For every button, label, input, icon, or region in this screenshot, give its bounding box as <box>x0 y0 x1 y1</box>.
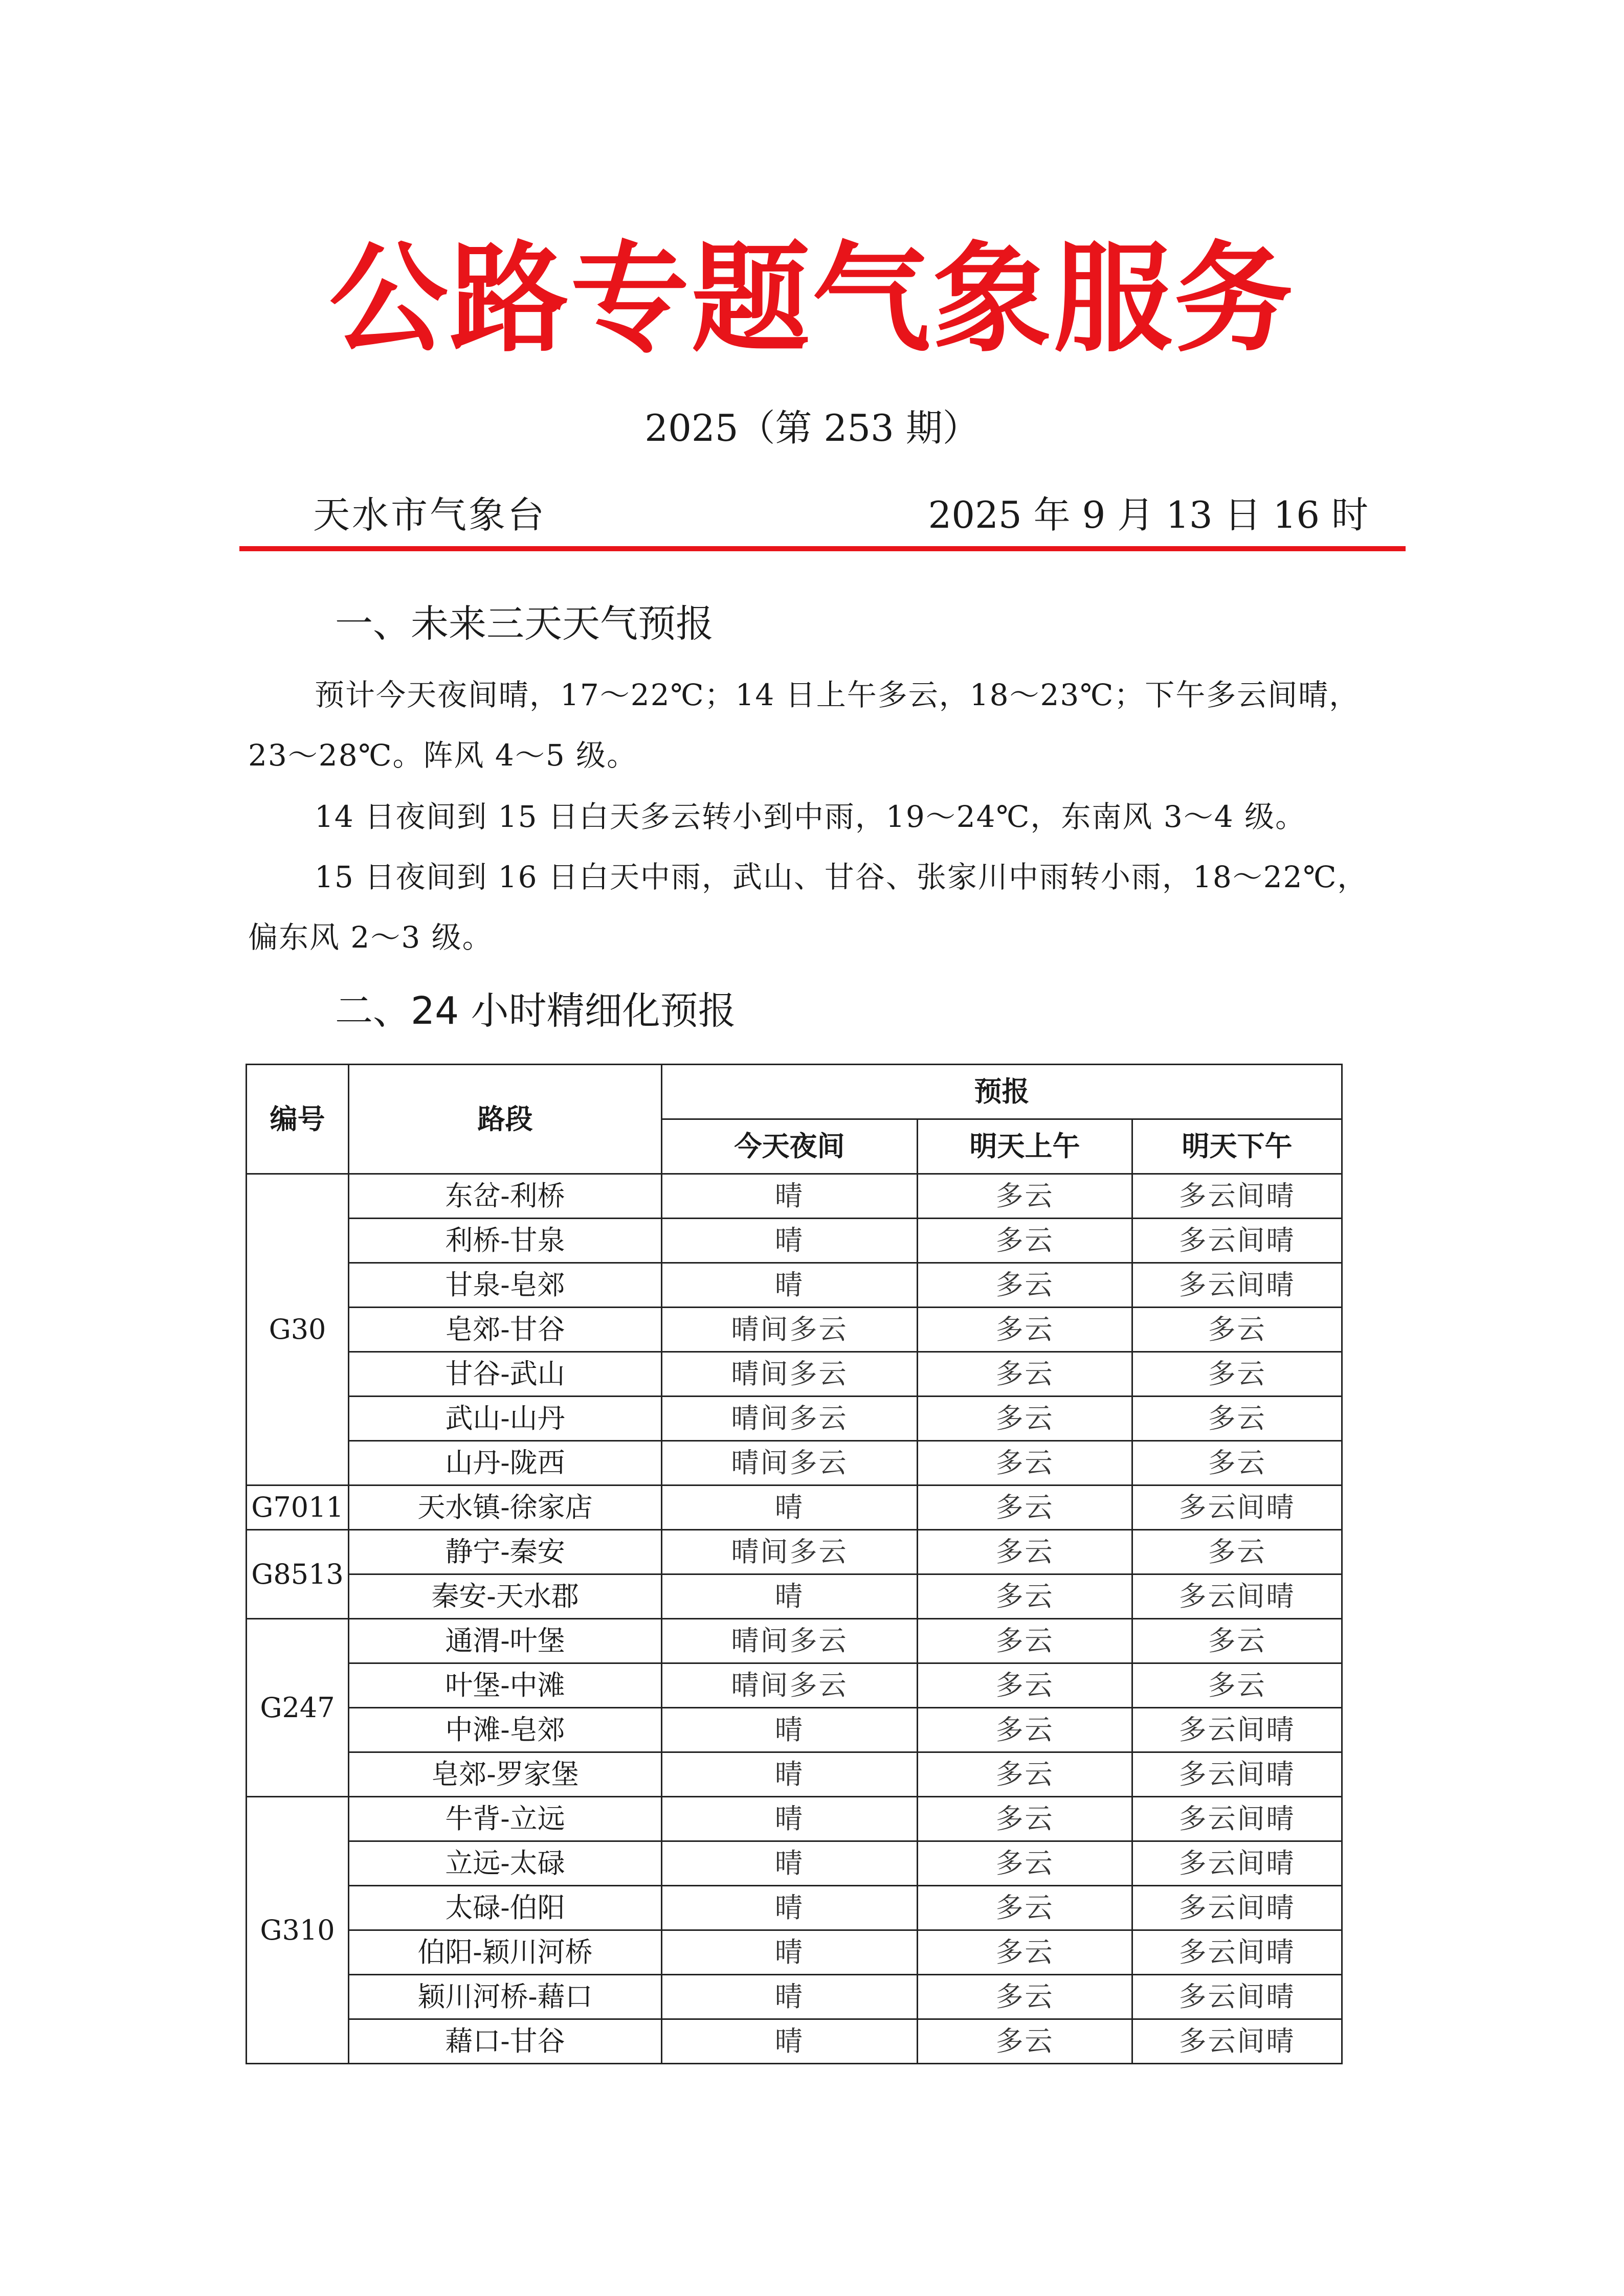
route-id: G30 <box>247 1174 349 1485</box>
forecast-tonight: 晴 <box>662 1841 918 1886</box>
route-id: G310 <box>247 1797 349 2064</box>
forecast-tonight: 晴 <box>662 1797 918 1841</box>
forecast-tomorrow-pm: 多云间晴 <box>1132 1975 1342 2019</box>
forecast-tomorrow-am: 多云 <box>918 1574 1132 1619</box>
forecast-tomorrow-am: 多云 <box>918 1219 1132 1263</box>
table-row <box>247 1797 1342 1841</box>
table-row <box>247 1619 1342 1663</box>
forecast-tomorrow-pm: 多云间晴 <box>1132 1797 1342 1841</box>
issuer: 天水市气象台 <box>313 493 547 536</box>
road-segment: 静宁-秦安 <box>349 1530 662 1574</box>
forecast-tomorrow-pm: 多云间晴 <box>1132 1841 1342 1886</box>
forecast-tomorrow-pm: 多云间晴 <box>1132 1574 1342 1619</box>
table-row <box>247 1174 1342 1219</box>
header-tomorrow-pm: 明天下午 <box>1132 1119 1342 1174</box>
table-row <box>247 1708 1342 1752</box>
road-segment: 中滩-皂郊 <box>349 1708 662 1752</box>
forecast-tomorrow-pm: 多云 <box>1132 1619 1342 1663</box>
section-heading-forecast: 一、未来三天天气预报 <box>335 602 714 646</box>
forecast-tonight: 晴 <box>662 1752 918 1797</box>
table-row <box>247 1397 1342 1441</box>
road-segment: 通渭-叶堡 <box>349 1619 662 1663</box>
forecast-tomorrow-am: 多云 <box>918 1752 1132 1797</box>
table-row <box>247 1485 1342 1530</box>
forecast-tomorrow-pm: 多云间晴 <box>1132 1752 1342 1797</box>
issue-date: 2025 年 9 月 13 日 16 时 <box>928 493 1368 536</box>
forecast-tonight: 晴间多云 <box>662 1308 918 1352</box>
road-segment: 东岔-利桥 <box>349 1174 662 1219</box>
forecast-tomorrow-am: 多云 <box>918 1174 1132 1219</box>
table-row <box>247 1352 1342 1397</box>
forecast-tomorrow-am: 多云 <box>918 1797 1132 1841</box>
table-row <box>247 1219 1342 1263</box>
forecast-tonight: 晴 <box>662 1708 918 1752</box>
table-row <box>247 1263 1342 1308</box>
forecast-tomorrow-am: 多云 <box>918 1886 1132 1930</box>
forecast-tomorrow-am: 多云 <box>918 1619 1132 1663</box>
forecast-tomorrow-pm: 多云间晴 <box>1132 2019 1342 2064</box>
table-row <box>247 2019 1342 2064</box>
forecast-tomorrow-am: 多云 <box>918 1397 1132 1441</box>
table-row <box>247 1752 1342 1797</box>
road-segment: 立远-太碌 <box>349 1841 662 1886</box>
forecast-tomorrow-am: 多云 <box>918 2019 1132 2064</box>
road-segment: 武山-山丹 <box>349 1397 662 1441</box>
forecast-tonight: 晴间多云 <box>662 1352 918 1397</box>
forecast-tomorrow-pm: 多云 <box>1132 1441 1342 1485</box>
forecast-tonight: 晴 <box>662 1485 918 1530</box>
forecast-tomorrow-am: 多云 <box>918 1530 1132 1574</box>
forecast-tonight: 晴 <box>662 1174 918 1219</box>
road-segment: 利桥-甘泉 <box>349 1219 662 1263</box>
road-segment: 颖川河桥-藉口 <box>349 1975 662 2019</box>
header-tonight: 今天夜间 <box>662 1119 918 1174</box>
forecast-tonight: 晴间多云 <box>662 1619 918 1663</box>
header-forecast: 预报 <box>662 1065 1342 1119</box>
section-heading-detailed: 二、24 小时精细化预报 <box>335 989 736 1033</box>
header-segment: 路段 <box>349 1065 662 1174</box>
road-segment: 牛背-立远 <box>349 1797 662 1841</box>
forecast-paragraph: 15 日夜间到 16 日白天中雨，武山、甘谷、张家川中雨转小雨，18～22℃，偏东风 2～3 级。 <box>248 860 1368 955</box>
forecast-tonight: 晴间多云 <box>662 1663 918 1708</box>
forecast-tomorrow-am: 多云 <box>918 1841 1132 1886</box>
road-segment: 山丹-陇西 <box>349 1441 662 1485</box>
forecast-tomorrow-pm: 多云 <box>1132 1397 1342 1441</box>
red-divider <box>239 546 1406 551</box>
forecast-tomorrow-pm: 多云 <box>1132 1530 1342 1574</box>
forecast-tonight: 晴间多云 <box>662 1441 918 1485</box>
forecast-tomorrow-pm: 多云 <box>1132 1663 1342 1708</box>
table-row <box>247 1975 1342 2019</box>
forecast-tonight: 晴 <box>662 1886 918 1930</box>
forecast-tomorrow-am: 多云 <box>918 1708 1132 1752</box>
forecast-tonight: 晴 <box>662 1219 918 1263</box>
forecast-tomorrow-am: 多云 <box>918 1930 1132 1975</box>
forecast-tonight: 晴 <box>662 2019 918 2064</box>
forecast-tomorrow-pm: 多云 <box>1132 1308 1342 1352</box>
forecast-tomorrow-pm: 多云间晴 <box>1132 1219 1342 1263</box>
header-tomorrow-am: 明天上午 <box>918 1119 1132 1174</box>
road-segment: 太碌-伯阳 <box>349 1886 662 1930</box>
table-row <box>247 1930 1342 1975</box>
forecast-tonight: 晴 <box>662 1930 918 1975</box>
forecast-tomorrow-pm: 多云间晴 <box>1132 1708 1342 1752</box>
table-row <box>247 1841 1342 1886</box>
forecast-tonight: 晴 <box>662 1263 918 1308</box>
forecast-tomorrow-pm: 多云 <box>1132 1352 1342 1397</box>
forecast-tomorrow-am: 多云 <box>918 1485 1132 1530</box>
road-segment: 秦安-天水郡 <box>349 1574 662 1619</box>
table-row <box>247 1308 1342 1352</box>
route-id: G247 <box>247 1619 349 1797</box>
forecast-tonight: 晴间多云 <box>662 1397 918 1441</box>
document-title: 公路专题气象服务 <box>329 230 1295 368</box>
forecast-paragraph: 14 日夜间到 15 日白天多云转小到中雨，19～24℃，东南风 3～4 级。 <box>315 799 1306 834</box>
table-row <box>247 1530 1342 1574</box>
table-row <box>247 1663 1342 1708</box>
table-row <box>247 1441 1342 1485</box>
forecast-tomorrow-am: 多云 <box>918 1263 1132 1308</box>
road-segment: 甘谷-武山 <box>349 1352 662 1397</box>
road-segment: 伯阳-颖川河桥 <box>349 1930 662 1975</box>
table-row <box>247 1574 1342 1619</box>
road-segment: 天水镇-徐家店 <box>349 1485 662 1530</box>
table-body <box>247 1174 1342 2064</box>
forecast-tonight: 晴 <box>662 1975 918 2019</box>
forecast-tomorrow-am: 多云 <box>918 1975 1132 2019</box>
table-row <box>247 1886 1342 1930</box>
road-forecast-table <box>246 1064 1343 2064</box>
forecast-tomorrow-pm: 多云间晴 <box>1132 1930 1342 1975</box>
forecast-tomorrow-am: 多云 <box>918 1441 1132 1485</box>
road-segment: 皂郊-甘谷 <box>349 1308 662 1352</box>
road-segment: 甘泉-皂郊 <box>349 1263 662 1308</box>
issue-number: 2025（第 253 期） <box>644 407 980 449</box>
route-id: G8513 <box>247 1530 349 1619</box>
forecast-tomorrow-am: 多云 <box>918 1352 1132 1397</box>
forecast-tonight: 晴间多云 <box>662 1530 918 1574</box>
road-segment: 藉口-甘谷 <box>349 2019 662 2064</box>
forecast-paragraph: 预计今天夜间晴，17～22℃；14 日上午多云，18～23℃；下午多云间晴，23～28℃。阵风 4～5 级。 <box>248 678 1360 773</box>
route-id: G7011 <box>247 1485 349 1530</box>
header-id: 编号 <box>247 1065 349 1174</box>
forecast-tomorrow-pm: 多云间晴 <box>1132 1263 1342 1308</box>
road-segment: 皂郊-罗家堡 <box>349 1752 662 1797</box>
forecast-tomorrow-pm: 多云间晴 <box>1132 1886 1342 1930</box>
forecast-tomorrow-pm: 多云间晴 <box>1132 1485 1342 1530</box>
forecast-tomorrow-pm: 多云间晴 <box>1132 1174 1342 1219</box>
road-segment: 叶堡-中滩 <box>349 1663 662 1708</box>
forecast-tonight: 晴 <box>662 1574 918 1619</box>
forecast-tomorrow-am: 多云 <box>918 1663 1132 1708</box>
forecast-tomorrow-am: 多云 <box>918 1308 1132 1352</box>
